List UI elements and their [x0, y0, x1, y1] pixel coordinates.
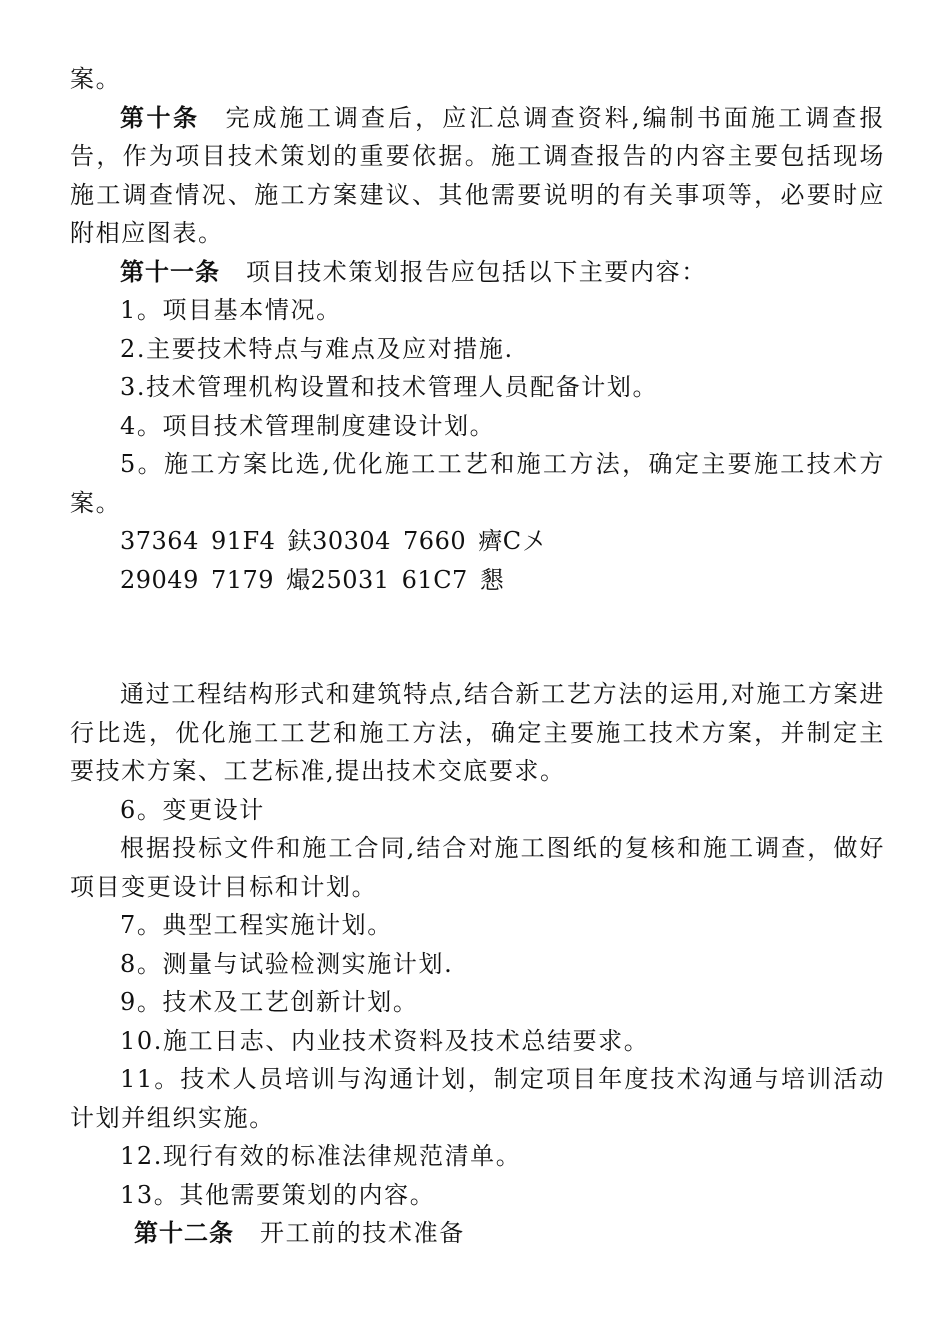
list-item-2: 2.主要技术特点与难点及应对措施. [120, 334, 514, 363]
article-10-body: 完成施工调查后，应汇总调查资料,编制书面施工调查报告，作为项目技术策划的重要依据。施工调查报告的内容主要包括现场施工调查情况、施工方案建议、其他需要说明的有关事项等，必要时应附相应图表。 [70, 103, 885, 247]
continuation-text: 案。 [70, 65, 122, 93]
article-12 [70, 1214, 885, 1253]
article-11-body: 项目技术策划报告应包括以下主要内容： [246, 257, 707, 286]
list-item-5: 5。施工方案比选,优化施工工艺和施工方法，确定主要施工技术方案。 [70, 450, 885, 517]
list-item-12: 12.现行有效的标准法律规范清单。 [120, 1142, 522, 1170]
article-10-heading: 第十条 [120, 103, 200, 132]
garbled-line-1: 37364 91F4 鈇30304 7660 癠C〤 [120, 527, 547, 555]
list-item-10: 10.施工日志、内业技术资料及技术总结要求。 [120, 1026, 650, 1055]
process-paragraph: 通过工程结构形式和建筑特点,结合新工艺方法的运用,对施工方案进行比选，优化施工工艺和施工方法，确定主要施工技术方案，并制定主要技术方案、工艺标准,提出技术交底要求。 [70, 680, 885, 785]
list-item-13: 13。其他需要策划的内容。 [120, 1180, 436, 1209]
list-item-9: 9。技术及工艺创新计划。 [120, 988, 419, 1016]
document-page [70, 60, 885, 1253]
list-item-7: 7。典型工程实施计划。 [120, 911, 393, 939]
article-12-body: 开工前的技术准备 [260, 1219, 465, 1247]
change-paragraph: 根据投标文件和施工合同,结合对施工图纸的复核和施工调查，做好项目变更设计目标和计划。 [70, 834, 885, 901]
list-item-6: 6。变更设计 [120, 795, 265, 824]
list-item-11: 11。技术人员培训与沟通计划，制定项目年度技术沟通与培训活动计划并组织实施。 [70, 1065, 885, 1132]
list-item-8: 8。测量与试验检测实施计划. [120, 949, 454, 978]
blank-gap [70, 599, 885, 675]
list-item-4: 4。项目技术管理制度建设计划。 [120, 411, 496, 440]
article-10 [70, 99, 885, 253]
list-item-1: 1。项目基本情况。 [120, 296, 342, 324]
article-11 [70, 253, 885, 292]
list-item-3: 3.技术管理机构设置和技术管理人员配备计划。 [120, 373, 659, 401]
garbled-line-2: 29049 7179 熶25031 61C7 懇 [120, 565, 505, 594]
article-11-heading: 第十一条 [120, 257, 220, 286]
article-12-heading: 第十二条 [134, 1219, 234, 1247]
